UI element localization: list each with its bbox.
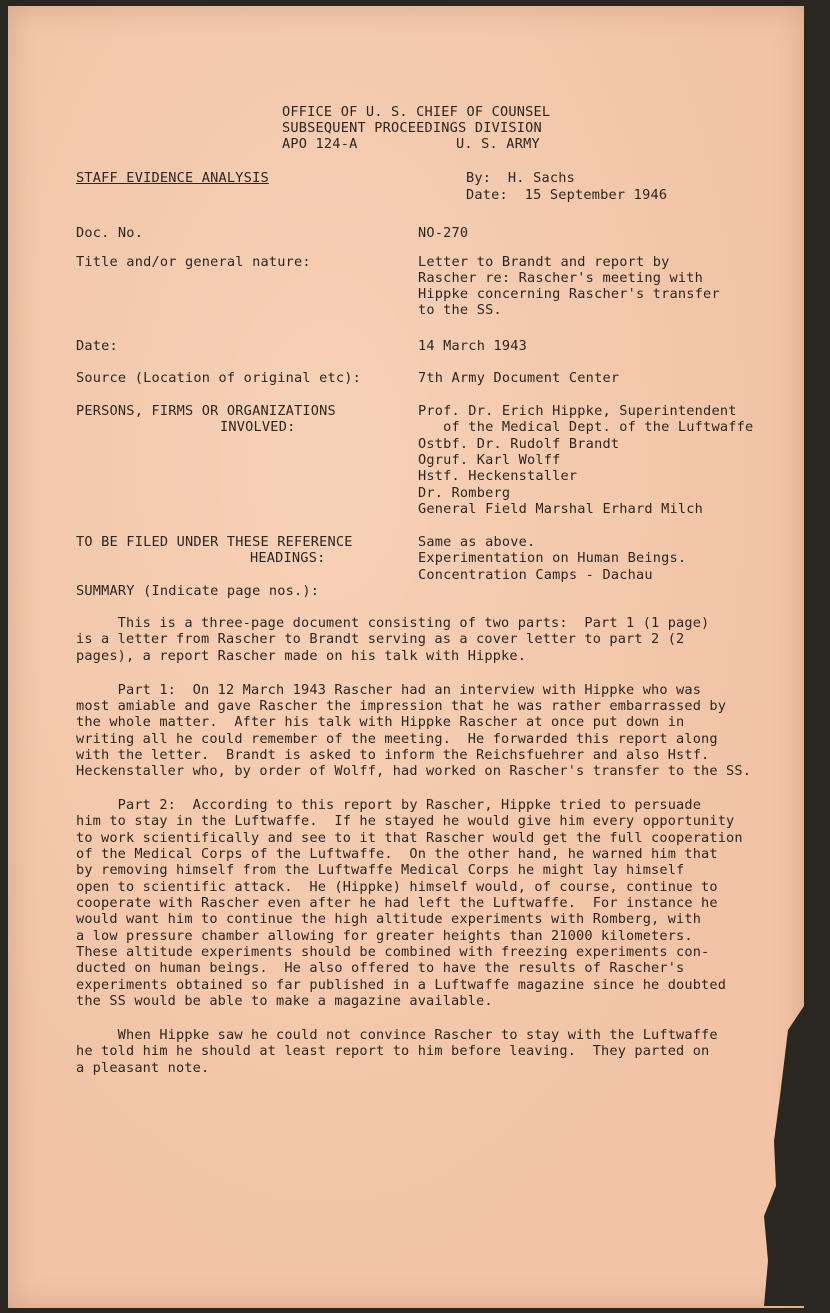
summary-line: of the Medical Corps of the Luftwaffe. On the other hand, he warned him that — [76, 846, 718, 862]
filed-entry: Same as above. — [418, 534, 536, 550]
summary-label: SUMMARY (Indicate page nos.): — [76, 583, 320, 599]
summary-line: he told him he should at least report to him before leaving. They parted on — [76, 1043, 710, 1059]
summary-line: a low pressure chamber allowing for greater heights than 21000 kilometers. — [76, 928, 693, 944]
person-entry: of the Medical Dept. of the Luftwaffe — [418, 419, 754, 435]
summary-line: to work scientifically and see to it that Rascher would get the full cooperation — [76, 830, 743, 846]
filed-label-headings: HEADINGS: — [250, 550, 326, 566]
person-entry: Ogruf. Karl Wolff — [418, 452, 561, 468]
summary-line: These altitude experiments should be combined with freezing experiments con- — [76, 944, 710, 960]
summary-line: Part 2: According to this report by Rascher, Hippke tried to persuade — [76, 797, 702, 813]
filed-entry: Experimentation on Human Beings. — [418, 550, 687, 566]
header-army: U. S. ARMY — [456, 136, 540, 152]
title-line: Rascher re: Rascher's meeting with — [418, 270, 704, 286]
persons-label: PERSONS, FIRMS OR ORGANIZATIONS — [76, 403, 336, 419]
summary-line: most amiable and gave Rascher the impression that he was rather embarrassed by — [76, 698, 727, 714]
summary-line: When Hippke saw he could not convince Rascher to stay with the Luftwaffe — [76, 1027, 718, 1043]
summary-line: This is a three-page document consisting of two parts: Part 1 (1 page) — [76, 615, 710, 631]
persons-label-involved: INVOLVED: — [220, 419, 296, 435]
person-entry: Dr. Romberg — [418, 485, 511, 501]
summary-line: open to scientific attack. He (Hippke) himself would, of course, continue to — [76, 879, 718, 895]
summary-line: him to stay in the Luftwaffe. If he stayed he would give him every opportunity — [76, 813, 735, 829]
summary-line: by removing himself from the Luftwaffe Medical Corps he might lay himself — [76, 862, 685, 878]
person-entry: Hstf. Heckenstaller — [418, 468, 578, 484]
person-entry: Ostbf. Dr. Rudolf Brandt — [418, 436, 620, 452]
analyst: By: H. Sachs — [466, 170, 575, 186]
person-entry: General Field Marshal Erhard Milch — [418, 501, 704, 517]
summary-line: experiments obtained so far published in a Luftwaffe magazine since he doubted — [76, 977, 727, 993]
summary-line: Heckenstaller who, by order of Wolff, had worked on Rascher's transfer to the SS. — [76, 763, 752, 779]
staff-evidence-label: STAFF EVIDENCE ANALYSIS — [76, 170, 269, 186]
filed-label: TO BE FILED UNDER THESE REFERENCE — [76, 534, 353, 550]
filed-entry: Concentration Camps - Dachau — [418, 567, 653, 583]
source-value: 7th Army Document Center — [418, 370, 620, 386]
torn-corner — [764, 1006, 804, 1306]
header-apo: APO 124-A — [282, 136, 358, 152]
title-line: to the SS. — [418, 302, 502, 318]
source-label: Source (Location of original etc): — [76, 370, 362, 386]
summary-line: ducted on human beings. He also offered to have the results of Rascher's — [76, 960, 685, 976]
summary-line: with the letter. Brandt is asked to inform the Reichsfuehrer and also Hstf. — [76, 747, 710, 763]
summary-line: cooperate with Rascher even after he had left the Luftwaffe. For instance he — [76, 895, 718, 911]
summary-line: the SS would be able to make a magazine available. — [76, 993, 493, 1009]
summary-line: a pleasant note. — [76, 1060, 210, 1076]
header-office: OFFICE OF U. S. CHIEF OF COUNSEL — [282, 104, 551, 120]
summary-line: Part 1: On 12 March 1943 Rascher had an interview with Hippke who was — [76, 682, 702, 698]
person-entry: Prof. Dr. Erich Hippke, Superintendent — [418, 403, 737, 419]
summary-line: writing all he could remember of the meeting. He forwarded this report along — [76, 731, 718, 747]
date-label: Date: — [76, 338, 118, 354]
title-label: Title and/or general nature: — [76, 254, 311, 270]
analysis-date: Date: 15 September 1946 — [466, 187, 668, 203]
doc-no-label: Doc. No. — [76, 225, 144, 241]
title-line: Hippke concerning Rascher's transfer — [418, 286, 720, 302]
summary-line: the whole matter. After his talk with Hippke Rascher at once put down in — [76, 714, 685, 730]
header-division: SUBSEQUENT PROCEEDINGS DIVISION — [282, 120, 542, 136]
doc-no-value: NO-270 — [418, 225, 469, 241]
summary-line: pages), a report Rascher made on his talk with Hippke. — [76, 648, 527, 664]
summary-line: is a letter from Rascher to Brandt serving as a cover letter to part 2 (2 — [76, 631, 685, 647]
date-value: 14 March 1943 — [418, 338, 527, 354]
summary-line: would want him to continue the high altitude experiments with Romberg, with — [76, 911, 702, 927]
title-line: Letter to Brandt and report by — [418, 254, 670, 270]
